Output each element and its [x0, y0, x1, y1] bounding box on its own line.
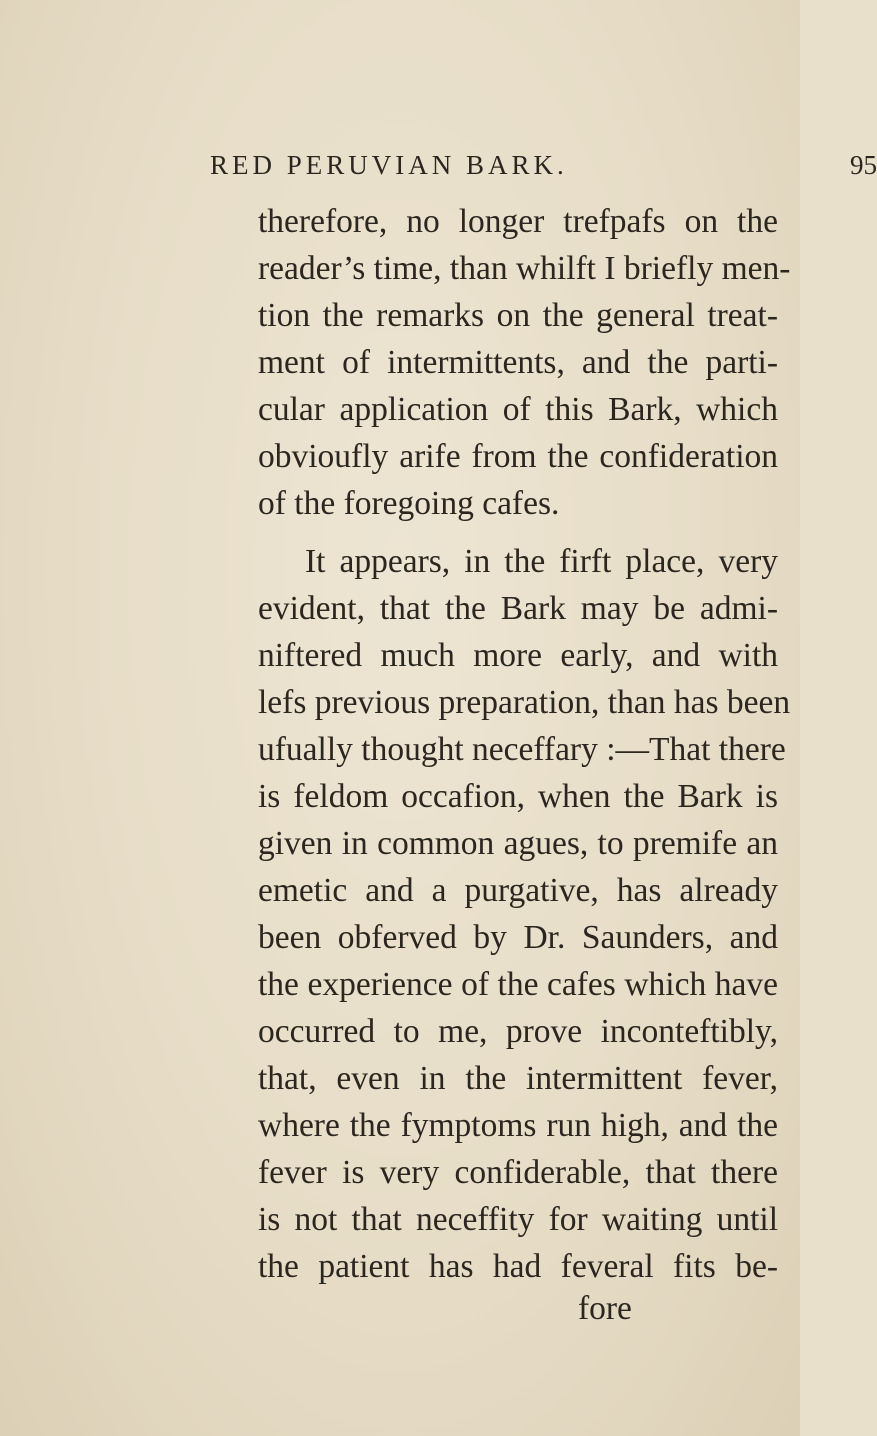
text-line: ufually thought neceffary :—That there [258, 731, 786, 768]
text-line: niftered much more early, and with [258, 637, 778, 674]
page-number: 95 [850, 150, 877, 180]
text-line: ment of intermittents, and the parti- [258, 344, 778, 381]
text-line: given in common agues, to premife an [258, 825, 778, 862]
text-line: is feldom occafion, when the Bark is [258, 778, 778, 815]
text-line: that, even in the intermittent fever, [258, 1060, 778, 1097]
text-line: occurred to me, prove inconteftibly, [258, 1013, 778, 1050]
text-line: been obferved by Dr. Saunders, and [258, 919, 778, 956]
running-title: RED PERUVIAN BARK. [210, 150, 568, 180]
paragraph-1 [258, 198, 791, 527]
text-line: lefs previous preparation, than has been [258, 684, 791, 721]
text-line: tion the remarks on the general treat- [258, 297, 778, 334]
text-line: therefore, no longer trefpafs on the [258, 203, 778, 240]
paragraph-2 [258, 538, 791, 1290]
text-line: is not that neceffity for waiting until [258, 1201, 778, 1238]
text-line: obvioufly arife from the confideration [258, 438, 778, 475]
catchword: fore [578, 1290, 632, 1327]
text-line: where the fymptoms run high, and the [258, 1107, 778, 1144]
text-line: the patient has had feveral fits be- [258, 1248, 778, 1285]
text-line: cular application of this Bark, which [258, 391, 778, 428]
page-header [210, 150, 877, 190]
text-line: emetic and a purgative, has already [258, 872, 778, 909]
text-line: of the foregoing cafes. [258, 485, 560, 522]
text-line: reader’s time, than whilft I briefly men- [258, 250, 791, 287]
text-line: the experience of the cafes which have [258, 966, 778, 1003]
text-line: fever is very confiderable, that there [258, 1154, 778, 1191]
text-line: evident, that the Bark may be admi- [258, 590, 778, 627]
text-line: It appears, in the firft place, very [305, 543, 778, 580]
